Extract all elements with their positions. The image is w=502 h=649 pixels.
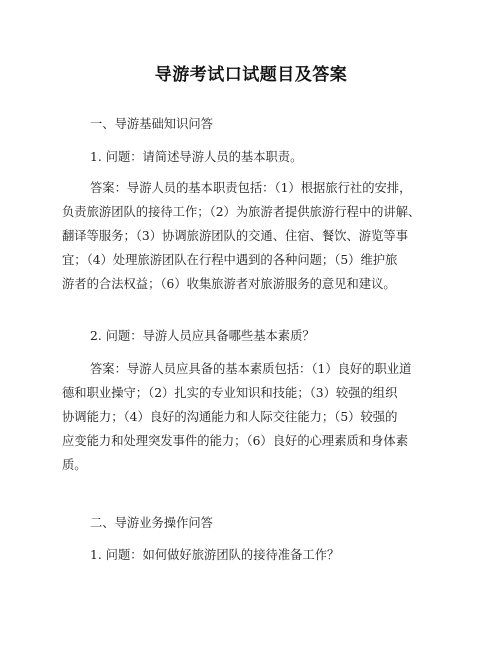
answer-2-line-3: 协调能力；（4）良好的沟通能力和人际交往能力；（5）较强的 <box>62 410 398 424</box>
section-heading-basic-knowledge: 一、导游基础知识问答 <box>90 117 213 131</box>
answer-2-line-5: 质。 <box>62 458 87 472</box>
document-title: 导游考试口试题目及答案 <box>154 65 348 85</box>
answer-1-line-5: 游者的合法权益；（6）收集旅游者对旅游服务的意见和建议。 <box>62 277 396 291</box>
answer-1-line-3: 翻译等服务；（3）协调旅游团队的交通、住宿、餐饮、游览等事 <box>62 229 408 243</box>
answer-1-line-1: 答案：导游人员的基本职责包括：（1）根据旅行社的安排， <box>90 181 412 195</box>
question-3: 1. 问题：如何做好旅游团队的接待准备工作？ <box>90 548 340 562</box>
answer-1-line-2: 负责旅游团队的接待工作；（2）为旅游者提供旅游行程中的讲解、 <box>62 205 421 219</box>
answer-2-line-4: 应变能力和处理突发事件的能力；（6）良好的心理素质和身体素 <box>62 434 408 448</box>
question-1: 1. 问题：请简述导游人员的基本职责。 <box>90 150 303 164</box>
section-heading-business-operations: 二、导游业务操作问答 <box>90 516 213 530</box>
question-2: 2. 问题：导游人员应具备哪些基本素质？ <box>90 329 315 343</box>
answer-2-line-1: 答案：导游人员应具备的基本素质包括：（1）良好的职业道 <box>90 362 412 376</box>
answer-1-line-4: 宜；（4）处理旅游团队在行程中遇到的各种问题；（5）维护旅 <box>62 253 398 267</box>
answer-2-line-2: 德和职业操守；（2）扎实的专业知识和技能；（3）较强的组织 <box>62 386 398 400</box>
